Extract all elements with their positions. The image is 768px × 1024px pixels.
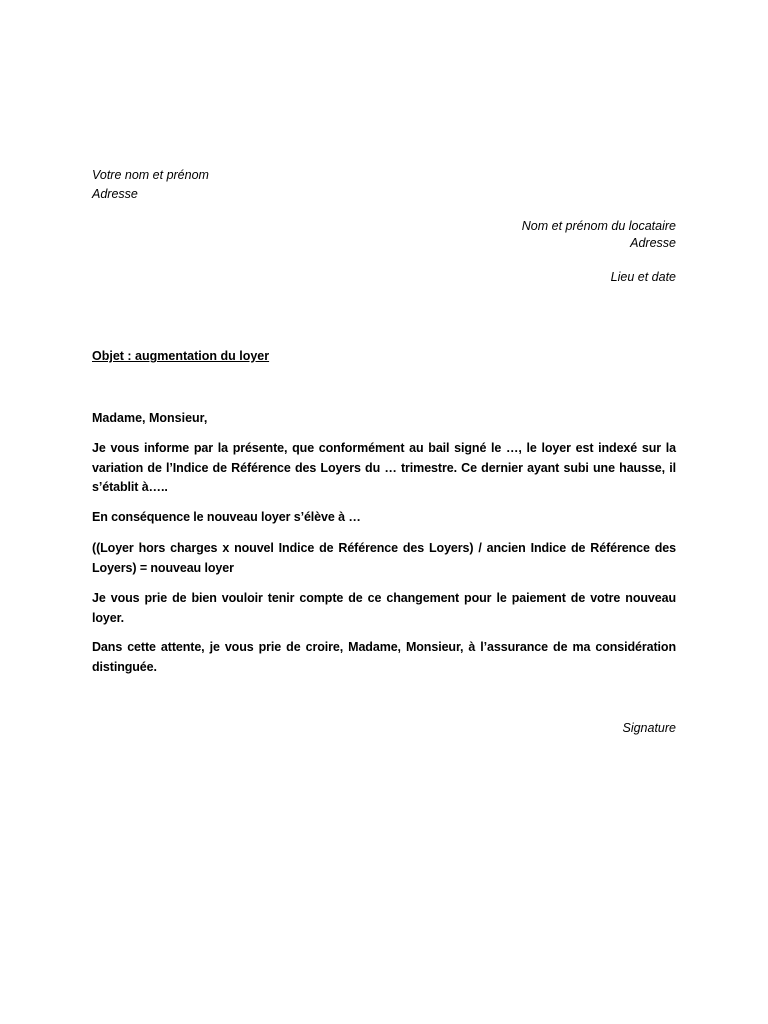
sender-address: Adresse: [92, 187, 138, 201]
signature: Signature: [622, 721, 676, 735]
paragraph-closing: Dans cette attente, je vous prie de croire, Madame, Monsieur, à l’assurance de ma considération distinguée.: [92, 640, 676, 674]
paragraph-formula: ((Loyer hors charges x nouvel Indice de Référence des Loyers) / ancien Indice de Référence des Loyers) = nouveau loyer: [92, 541, 676, 575]
sender-name: Votre nom et prénom: [92, 168, 209, 182]
paragraph-request: Je vous prie de bien vouloir tenir compte de ce changement pour le paiement de votre nouveau loyer.: [92, 591, 676, 625]
paragraph-index-notice: Je vous informe par la présente, que conformément au bail signé le …, le loyer est indexé sur la variation de l’Indice de Référence des Loyers du … trimestre. Ce dernier ayant subi une hausse, il s’établit à…..: [92, 441, 676, 494]
salutation: Madame, Monsieur,: [92, 411, 208, 425]
paragraph-new-rent: En conséquence le nouveau loyer s’élève à …: [92, 510, 361, 524]
place-date: Lieu et date: [610, 270, 676, 284]
recipient-address: Adresse: [630, 236, 676, 250]
letter-subject: Objet : augmentation du loyer: [92, 349, 270, 363]
recipient-name: Nom et prénom du locataire: [521, 219, 676, 233]
